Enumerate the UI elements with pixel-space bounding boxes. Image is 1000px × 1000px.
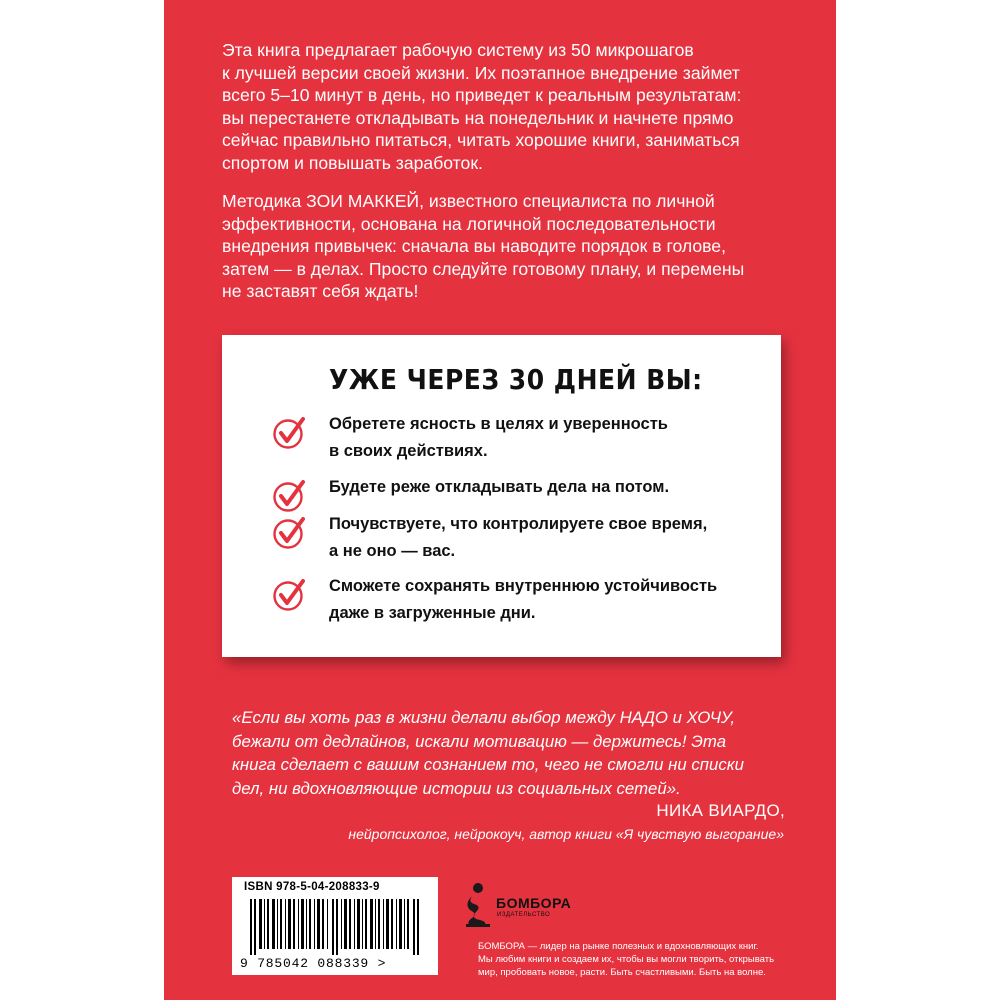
benefit-text — [329, 411, 749, 465]
benefit-line: Почувствуете, что контролируете свое время, — [329, 515, 708, 533]
quote-author: НИКА ВИАРДО, — [656, 801, 785, 820]
blurb-paragraph-1 — [222, 39, 792, 174]
publisher-desc-line: БОМБОРА — лидер на рынке полезных и вдохновляющих книг. — [478, 941, 759, 952]
blurb-line: спортом и повышать заработок. — [222, 152, 483, 173]
publisher-logo-mark-icon — [466, 882, 494, 928]
quote-author-role: нейропсихолог, нейрокоуч, автор книги «Я чувствую выгорание» — [348, 826, 784, 842]
quote-line: «Если вы хоть раз в жизни делали выбор между НАДО и ХОЧУ, — [232, 708, 736, 727]
blurb-line: эффективности, основана на логичной последовательности — [222, 213, 716, 234]
quote-line: книга сделает с вашим сознанием то, чего не смогли ни списки — [232, 755, 744, 774]
barcode-number: 9 785042 088339 > — [240, 956, 387, 971]
benefit-line: даже в загруженные дни. — [329, 604, 536, 622]
publisher-desc-line: мир, пробовать новое, расти. Быть счастливыми. Быть на волне. — [478, 967, 766, 978]
benefit-text — [329, 511, 749, 565]
publisher-desc-line: Мы любим книги и создаем их, чтобы вы могли творить, открывать — [478, 954, 775, 965]
barcode-icon — [250, 899, 426, 955]
publisher-logo-sub: ИЗДАТЕЛЬСТВО — [497, 912, 551, 918]
blurb-line: не заставят себя ждать! — [222, 281, 419, 301]
barcode-box — [232, 877, 438, 975]
blurb-line: всего 5–10 минут в день, но приведет к реальным результатам: — [222, 85, 742, 105]
check-circle-icon — [272, 577, 308, 613]
quote-line: дел, ни вдохновляющие истории из социальных сетей». — [232, 778, 681, 798]
blurb-line: сейчас правильно питаться, читать хорошие книги, заниматься — [222, 130, 740, 150]
benefit-line: Будете реже откладывать дела на потом. — [329, 478, 670, 496]
quote-line: бежали от дедлайнов, искали мотивацию — держитесь! Эта — [232, 731, 727, 751]
blurb-line: Эта книга предлагает рабочую систему из 50 микрошагов — [222, 40, 694, 60]
benefit-text — [329, 573, 749, 627]
benefit-line: Сможете сохранять внутреннюю устойчивость — [329, 577, 718, 595]
benefit-line: в своих действиях. — [329, 442, 488, 460]
publisher-description — [478, 940, 798, 979]
blurb-paragraph-2 — [222, 190, 792, 303]
blurb-line: вы перестанете откладывать на понедельник и начнете прямо — [222, 107, 734, 128]
check-circle-icon — [272, 478, 308, 514]
review-quote — [232, 706, 792, 800]
benefit-line: Обретете ясность в целях и уверенность — [329, 415, 668, 433]
blurb-line: Методика ЗОИ МАККЕЙ, известного специалиста по личной — [222, 191, 715, 211]
benefit-line: а не оно — вас. — [329, 542, 456, 560]
blurb-line: затем — в делах. Просто следуйте готовому плану, и перемены — [222, 258, 745, 279]
check-circle-icon — [272, 515, 308, 551]
publisher-logo — [466, 880, 572, 930]
blurb-line: внедрения привычек: сначала вы наводите порядок в голове, — [222, 236, 726, 256]
publisher-logo-name: БОМБОРА — [496, 895, 572, 911]
check-circle-icon — [272, 415, 308, 451]
benefit-text — [329, 474, 749, 501]
card-title: УЖЕ ЧЕРЕЗ 30 ДНЕЙ ВЫ: — [329, 363, 703, 396]
benefits-card — [222, 335, 781, 657]
isbn-text: ISBN 978-5-04-208833-9 — [244, 881, 380, 893]
blurb-line: к лучшей версии своей жизни. Их поэтапное внедрение займет — [222, 62, 740, 83]
